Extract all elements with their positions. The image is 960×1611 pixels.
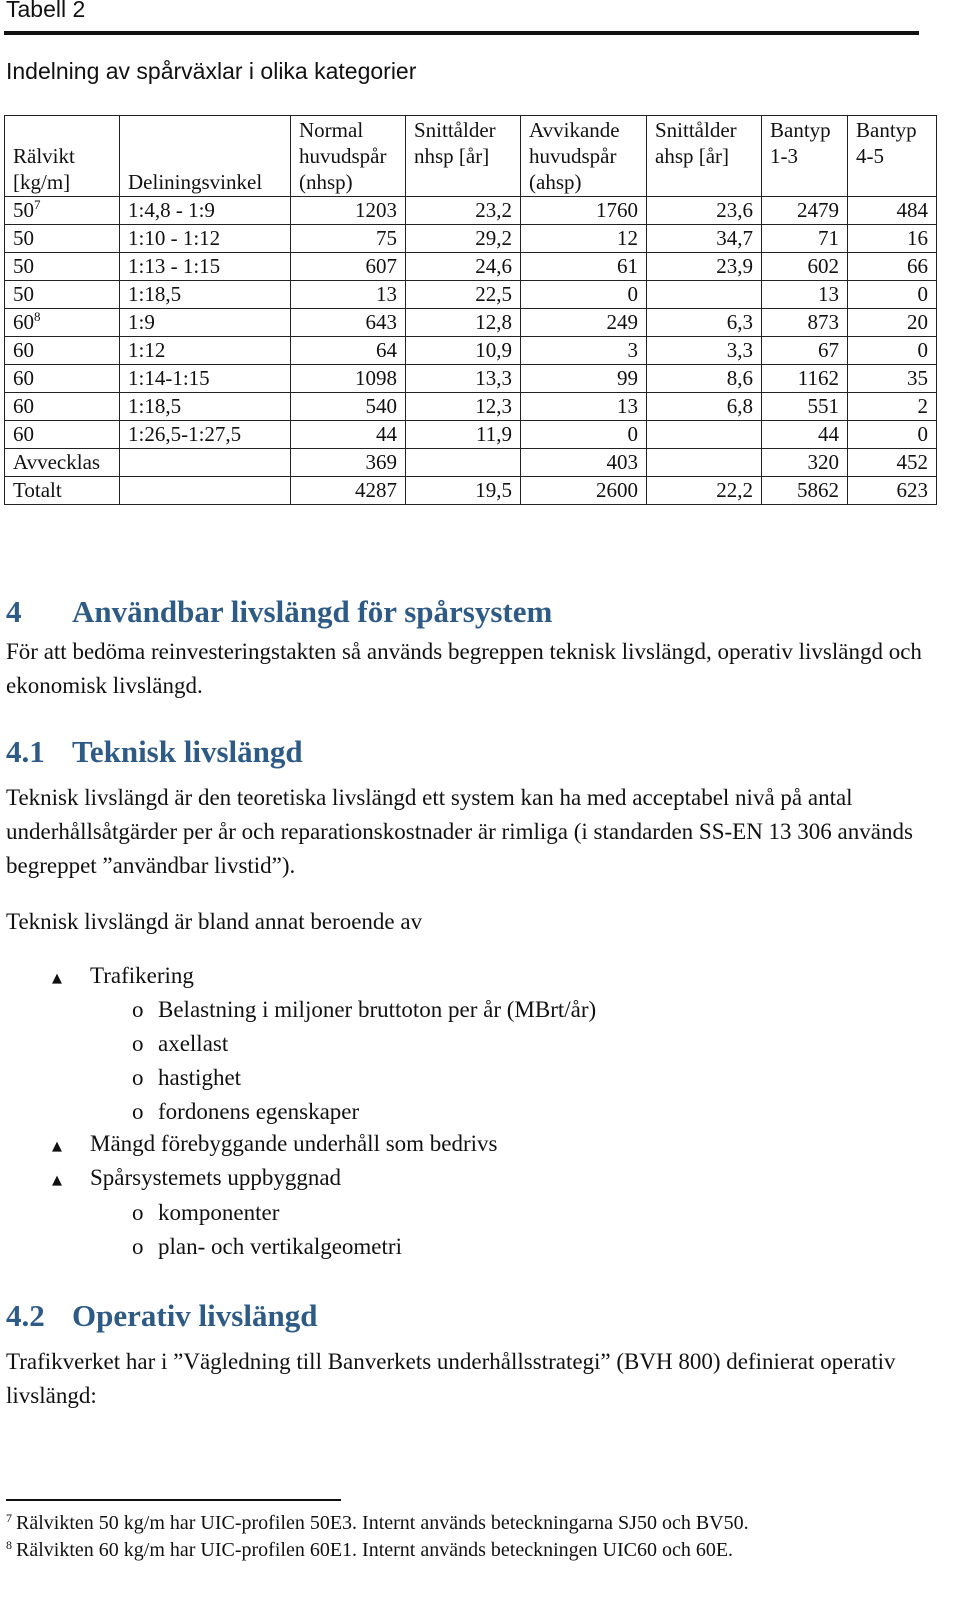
cell-ahsp-age: 22,2 [647, 477, 762, 505]
table-row [5, 309, 937, 337]
cell-bt13: 2479 [762, 197, 848, 225]
cell-rail-weight: 50 [5, 225, 120, 253]
cell-nhsp: 4287 [291, 477, 406, 505]
cell-ahsp-age [647, 449, 762, 477]
cell-rail-weight: 60 [5, 393, 120, 421]
cell-ahsp-age [647, 281, 762, 309]
cell-ahsp: 13 [521, 393, 647, 421]
cell-rail-weight: 60 [5, 421, 120, 449]
table-row [5, 365, 937, 393]
section-4-2-heading: 4.2 Operativ livslängd [6, 1298, 318, 1333]
cell-nhsp: 44 [291, 421, 406, 449]
cell-bt13: 551 [762, 393, 848, 421]
table-row [5, 225, 937, 253]
cell-ahsp: 3 [521, 337, 647, 365]
table-title: Indelning av spårväxlar i olika kategorier [6, 58, 417, 84]
header-track-type-4-5: Bantyp 4-5 [848, 116, 937, 197]
cell-ahsp-age [647, 421, 762, 449]
cell-ahsp: 61 [521, 253, 647, 281]
cell-rail-weight: 50 [5, 253, 120, 281]
cell-angle: 1:9 [120, 309, 291, 337]
section-4-1-paragraph-1: Teknisk livslängd är den teoretiska livslängd ett system kan ha med acceptabel nivå på antal underhållsåtgärder per år och reparationskostnader är rimliga (i standarden SS-EN 13 306 används begreppet ”användbar livstid”). [6, 785, 913, 878]
header-rail-weight: Rälvikt [kg/m] [5, 116, 120, 197]
header-ahsp-age: Snittålder ahsp [år] [647, 116, 762, 197]
header-track-type-1-3: Bantyp 1-3 [762, 116, 848, 197]
sub-list-item: o plan- och vertikalgeometri [132, 1234, 402, 1259]
cell-nhsp: 1203 [291, 197, 406, 225]
header-nhsp: Normal huvudspår (nhsp) [291, 116, 406, 197]
cell-angle [120, 477, 291, 505]
table-row [5, 281, 937, 309]
table-row [5, 337, 937, 365]
cell-rail-weight: 50 [5, 281, 120, 309]
cell-nhsp-age: 13,3 [406, 365, 521, 393]
sub-list-item: o hastighet [132, 1065, 242, 1090]
list-item: Spårsystemets uppbyggnad [90, 1165, 342, 1190]
sub-list-item: o fordonens egenskaper [132, 1099, 360, 1124]
cell-ahsp-age: 23,6 [647, 197, 762, 225]
cell-bt13: 873 [762, 309, 848, 337]
header-ahsp: Avvikande huvudspår (ahsp) [521, 116, 647, 197]
table-row [5, 421, 937, 449]
cell-bt13: 1162 [762, 365, 848, 393]
cell-nhsp-age: 12,3 [406, 393, 521, 421]
table-row [5, 449, 937, 477]
table-caption: Tabell 2 [6, 0, 86, 22]
cell-rail-weight: $50^7$ [5, 197, 120, 225]
cell-bt13: 5862 [762, 477, 848, 505]
cell-bt45: 484 [848, 197, 937, 225]
cell-ahsp-age: 23,9 [647, 253, 762, 281]
cell-ahsp: 249 [521, 309, 647, 337]
table-row [5, 393, 937, 421]
cell-nhsp: 369 [291, 449, 406, 477]
cell-ahsp: 99 [521, 365, 647, 393]
cell-ahsp: 0 [521, 421, 647, 449]
sub-list-item: o komponenter [132, 1200, 280, 1225]
sub-list-item: o Belastning i miljoner bruttoton per år (MBrt/år) [132, 997, 597, 1022]
section-4-paragraph: För att bedöma reinvesteringstakten så används begreppen teknisk livslängd, operativ livslängd och ekonomisk livslängd. [6, 639, 922, 698]
cell-nhsp-age: 19,5 [406, 477, 521, 505]
section-4-1-heading: 4.1 Teknisk livslängd [6, 734, 303, 769]
cell-nhsp-age: 22,5 [406, 281, 521, 309]
footnote-divider [6, 1499, 341, 1501]
cell-ahsp: 403 [521, 449, 647, 477]
cell-nhsp-age: 24,6 [406, 253, 521, 281]
table-row [5, 253, 937, 281]
cell-angle: 1:14-1:15 [120, 365, 291, 393]
section-4-2-paragraph: Trafikverket har i ”Vägledning till Banverkets underhållsstrategi” (BVH 800) definierat operativ livslängd: [6, 1349, 896, 1408]
cell-ahsp: 2600 [521, 477, 647, 505]
cell-bt13: 44 [762, 421, 848, 449]
cell-bt13: 602 [762, 253, 848, 281]
footnote-7: $^7$ Rälvikten 50 kg/m har UIC-profilen 50E3. Internt används beteckningarna SJ50 och BV50. [6, 1511, 749, 1534]
cell-nhsp-age: 23,2 [406, 197, 521, 225]
cell-angle: 1:13 - 1:15 [120, 253, 291, 281]
section-4-heading: 4 Användbar livslängd för spårsystem [6, 594, 553, 629]
cell-bt45: 20 [848, 309, 937, 337]
sub-list-item: o axellast [132, 1031, 229, 1056]
cell-bt45: 0 [848, 337, 937, 365]
header-angle: Deliningsvinkel [120, 116, 291, 197]
caption-divider [4, 31, 919, 35]
cell-rail-weight: Totalt [5, 477, 120, 505]
cell-bt45: 452 [848, 449, 937, 477]
cell-bt45: 0 [848, 281, 937, 309]
cell-bt13: 13 [762, 281, 848, 309]
bullet-arrow-icon: ▲ [52, 1173, 62, 1188]
cell-ahsp: 12 [521, 225, 647, 253]
cell-nhsp: 607 [291, 253, 406, 281]
cell-ahsp: 0 [521, 281, 647, 309]
cell-ahsp-age: 6,3 [647, 309, 762, 337]
list-item: Trafikering [90, 963, 194, 988]
cell-nhsp: 540 [291, 393, 406, 421]
table-row [5, 197, 937, 225]
cell-nhsp-age: 12,8 [406, 309, 521, 337]
cell-nhsp-age [406, 449, 521, 477]
cell-bt45: 623 [848, 477, 937, 505]
header-nhsp-age: Snittålder nhsp [år] [406, 116, 521, 197]
cell-bt45: 2 [848, 393, 937, 421]
cell-rail-weight: 60 [5, 337, 120, 365]
cell-angle: 1:10 - 1:12 [120, 225, 291, 253]
cell-bt13: 320 [762, 449, 848, 477]
cell-bt45: 0 [848, 421, 937, 449]
cell-angle: 1:26,5-1:27,5 [120, 421, 291, 449]
cell-nhsp: 1098 [291, 365, 406, 393]
cell-nhsp-age: 29,2 [406, 225, 521, 253]
cell-ahsp-age: 8,6 [647, 365, 762, 393]
cell-angle: 1:4,8 - 1:9 [120, 197, 291, 225]
cell-bt45: 16 [848, 225, 937, 253]
cell-rail-weight: $60^8$ [5, 309, 120, 337]
cell-ahsp-age: 34,7 [647, 225, 762, 253]
cell-bt13: 67 [762, 337, 848, 365]
cell-angle: 1:12 [120, 337, 291, 365]
cell-nhsp: 75 [291, 225, 406, 253]
cell-rail-weight: Avvecklas [5, 449, 120, 477]
cell-angle: 1:18,5 [120, 393, 291, 421]
cell-nhsp-age: 11,9 [406, 421, 521, 449]
cell-bt45: 35 [848, 365, 937, 393]
cell-rail-weight: 60 [5, 365, 120, 393]
cell-ahsp-age: 3,3 [647, 337, 762, 365]
cell-nhsp: 643 [291, 309, 406, 337]
cell-ahsp-age: 6,8 [647, 393, 762, 421]
bullet-arrow-icon: ▲ [52, 1139, 62, 1154]
section-4-1-paragraph-2: Teknisk livslängd är bland annat beroende av [6, 909, 423, 934]
cell-ahsp: 1760 [521, 197, 647, 225]
cell-nhsp: 64 [291, 337, 406, 365]
cell-angle: 1:18,5 [120, 281, 291, 309]
cell-bt45: 66 [848, 253, 937, 281]
table-header-row [5, 116, 937, 197]
cell-nhsp: 13 [291, 281, 406, 309]
bullet-arrow-icon: ▲ [52, 971, 62, 986]
switch-category-table [4, 115, 937, 505]
cell-nhsp-age: 10,9 [406, 337, 521, 365]
list-item: Mängd förebyggande underhåll som bedrivs [90, 1131, 498, 1156]
table-row [5, 477, 937, 505]
cell-angle [120, 449, 291, 477]
cell-bt13: 71 [762, 225, 848, 253]
footnote-8: $^8$ Rälvikten 60 kg/m har UIC-profilen 60E1. Internt används beteckningen UIC60 och 60E. [6, 1538, 734, 1561]
